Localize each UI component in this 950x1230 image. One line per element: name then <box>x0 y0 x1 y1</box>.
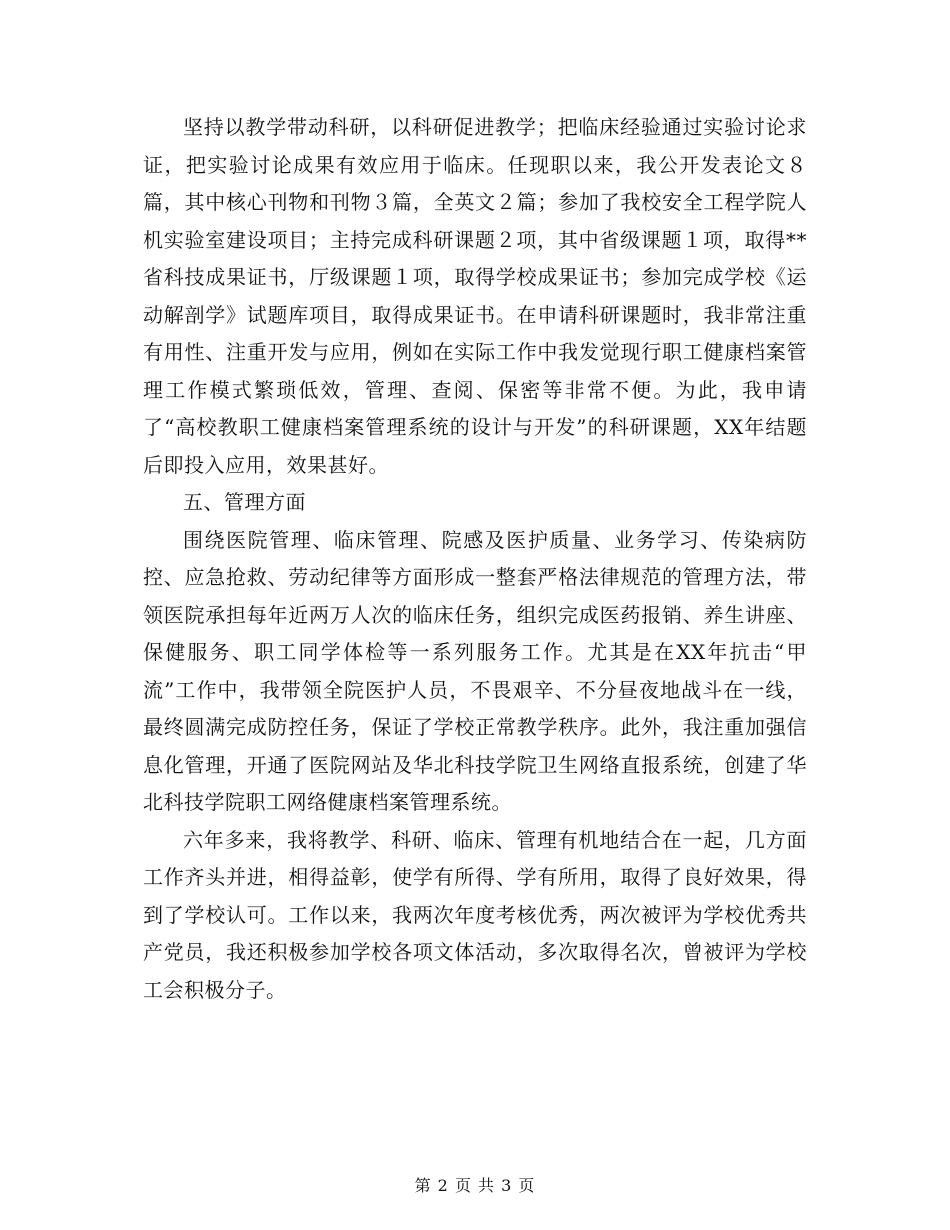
paragraph-research: 坚持以教学带动科研，以科研促进教学；把临床经验通过实验讨论求证，把实验讨论成果有效应用于临床。任现职以来，我公开发表论文８篇，其中核心刊物和刊物３篇，全英文２篇；参加了我校安全工程学院人机实验室建设项目；主持完成科研课题２项，其中省级课题１项，取得**省科技成果证书，厅级课题１项，取得学校成果证书；参加完成学校《运动解剖学》试题库项目，取得成果证书。在申请科研课题时，我非常注重有用性、注重开发与应用，例如在实际工作中我发觉现行职工健康档案管理工作模式繁琐低效，管理、查阅、保密等非常不便。为此，我申请了“高校教职工健康档案管理系统的设计与开发”的科研课题，XX年结题后即投入应用，效果甚好。 <box>143 115 807 477</box>
paragraph-summary: 六年多来，我将教学、科研、临床、管理有机地结合在一起，几方面工作齐头并进，相得益彰，使学有所得、学有所用，取得了良好效果，得到了学校认可。工作以来，我两次年度考核优秀，两次被评为学校优秀共产党员，我还积极参加学校各项文体活动，多次取得名次，曾被评为学校工会积极分子。 <box>143 827 807 1002</box>
document-body <box>143 109 807 1009</box>
page-number-footer: 第 2 页 共 3 页 <box>414 1176 536 1195</box>
section-heading-management: 五、管理方面 <box>183 490 306 514</box>
paragraph-management: 围绕医院管理、临床管理、院感及医护质量、业务学习、传染病防控、应急抢救、劳动纪律等方面形成一整套严格法律规范的管理方法，带领医院承担每年近两万人次的临床任务，组织完成医药报销、养生讲座、保健服务、职工同学体检等一系列服务工作。尤其是在XX年抗击“甲流”工作中，我带领全院医护人员，不畏艰辛、不分昼夜地战斗在一线，最终圆满完成防控任务，保证了学校正常教学秩序。此外，我注重加强信息化管理，开通了医院网站及华北科技学院卫生网络直报系统，创建了华北科技学院职工网络健康档案管理系统。 <box>143 527 807 814</box>
